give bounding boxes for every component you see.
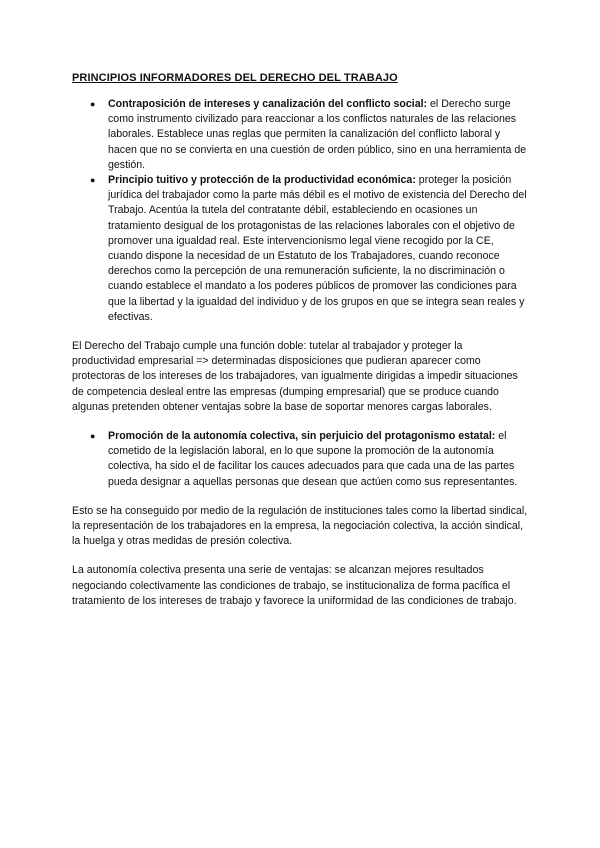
bullet-list-1 <box>72 97 528 325</box>
bullet-heading: Contraposición de intereses y canalización del conflicto social: <box>108 98 428 110</box>
list-item <box>72 173 528 325</box>
bullet-heading: Promoción de la autonomía colectiva, sin perjuicio del protagonismo estatal: <box>108 430 496 443</box>
bullet-icon: ● <box>90 175 96 186</box>
list-item <box>72 97 528 173</box>
list-item <box>72 429 528 490</box>
paragraph: Esto se ha conseguido por medio de la regulación de instituciones tales como la libertad sindical, la representación de los trabajadores en la empresa, la negociación colectiva, la acción sindical, la huelga y otras medidas de presión colectiva. <box>72 504 528 548</box>
bullet-text: el cometido de la legislación laboral, en lo que supone la promoción de la autonomía colectiva, ha sido el de facilitar los cauces adecuados para que cada una de las partes pueda designar a aquellas personas que desean que actúen como sus representantes. <box>108 430 518 488</box>
bullet-list-2 <box>72 429 528 490</box>
bullet-icon: ● <box>90 431 96 442</box>
bullet-text: proteger la posición jurídica del trabajador como la parte más débil es el motivo de existencia del Derecho del Trabajo. Acentúa la tutela del contratante débil, estableciendo en ocasiones un tratamiento desigual de los protagonistas de las relaciones laborales con el objetivo de promover una igualdad real. Este intervencionismo legal viene recogido por la CE, cuando dispone la necesidad de un Estatuto de los Trabajadores, cuando reconoce derechos como la percepción de una remuneración suficiente, la no discriminación o cuando establece el mandato a los poderes públicos de promover las condiciones para que la libertad y la igualdad del individuo y de los grupos en que se integra sean reales y efectivas. <box>108 174 527 323</box>
paragraph: La autonomía colectiva presenta una serie de ventajas: se alcanzan mejores resultados negociando colectivamente las condiciones de trabajo, se institucionaliza de forma pacífica el tratamiento de los intereses de trabajo y favorece la uniformidad de las condiciones de trabajo. <box>72 564 517 607</box>
bullet-heading: Principio tuitivo y protección de la productividad económica: <box>108 174 416 187</box>
document-title: PRINCIPIOS INFORMADORES DEL DERECHO DEL TRABAJO <box>72 72 398 84</box>
paragraph: El Derecho del Trabajo cumple una función doble: tutelar al trabajador y proteger la productividad empresarial => determinadas disposiciones que pudieran aparecer como protectoras de los intereses de los trabajadores, van igualmente dirigidas a impedir situaciones de competencia desleal entre las empresas (dumping empresarial) que se produce cuando algunas pretenden obtener ventajas sobre la base de soportar menores cargas laborales. <box>72 340 518 413</box>
bullet-icon: ● <box>90 99 96 109</box>
bullet-text: el Derecho surge como instrumento civilizado para reaccionar a los conflictos naturales de las relaciones laborales. Establece unas reglas que permiten la canalización del conflicto laboral y hacen que no se convierta en una cuestión de orden público, sino en una herramienta de gestión. <box>108 98 527 171</box>
